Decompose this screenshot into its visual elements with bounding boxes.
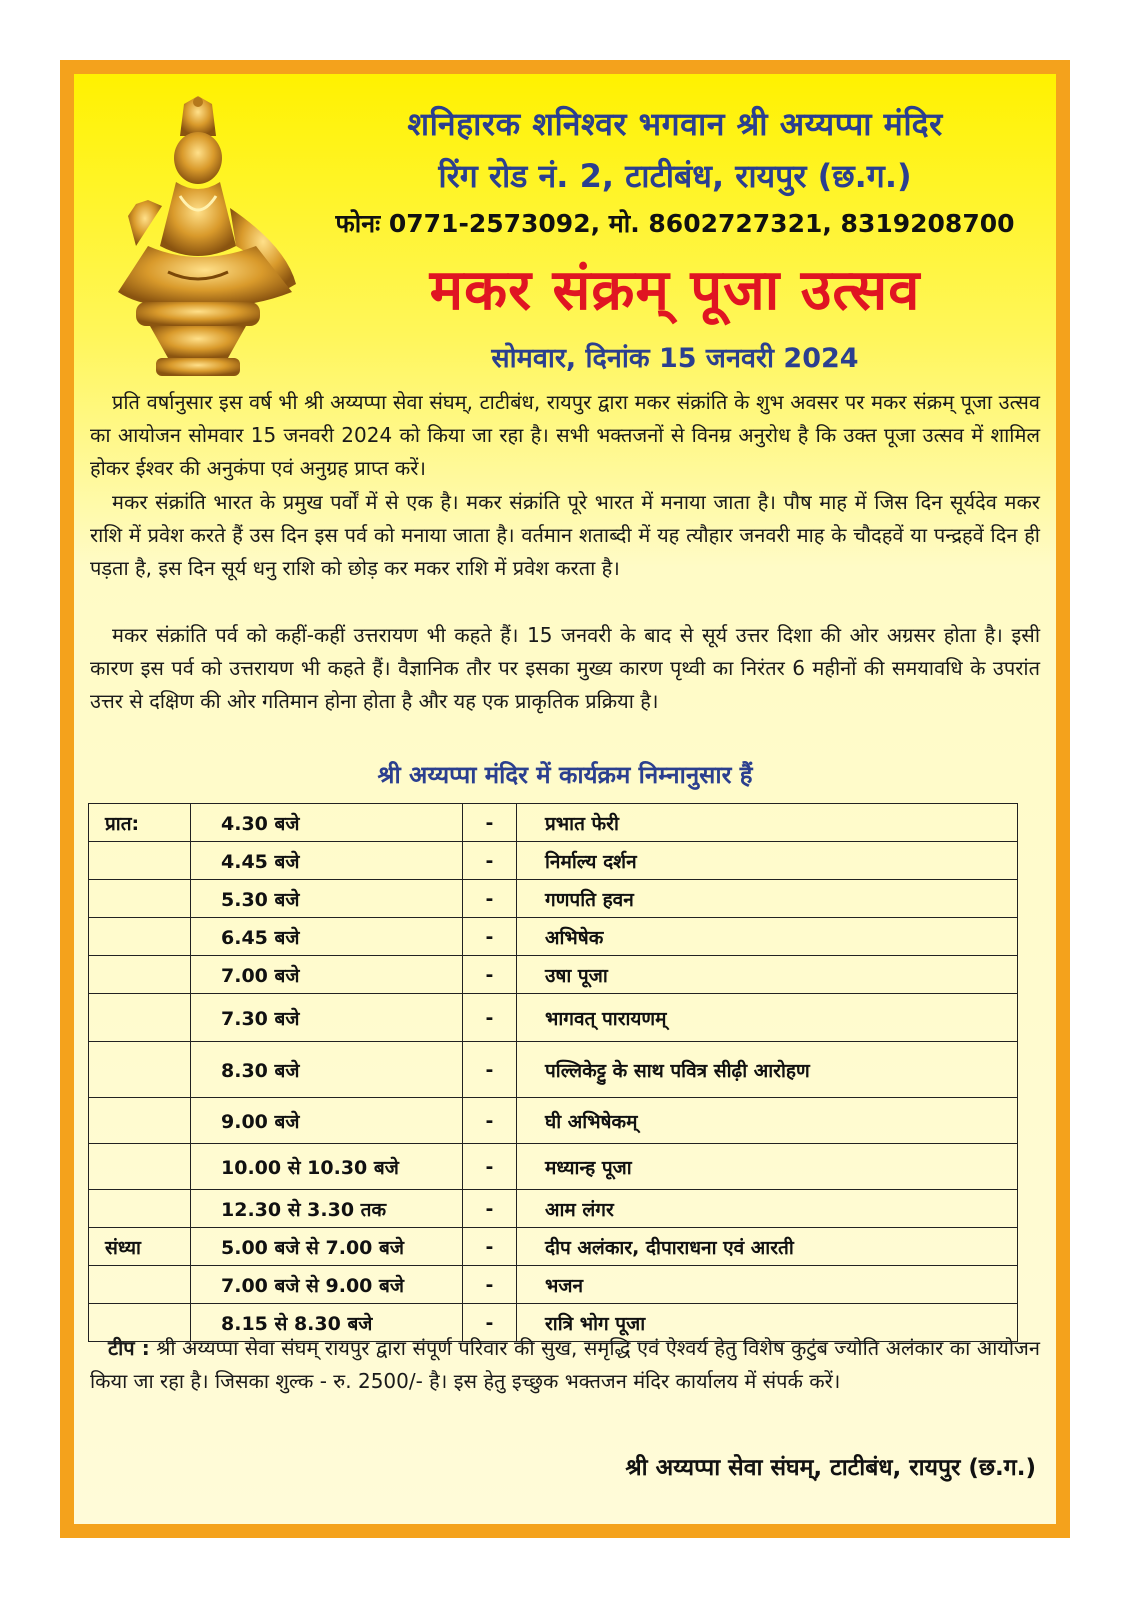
time-cell: 5.30 बजे [191,880,463,918]
dash-cell: - [463,1144,517,1190]
period-cell: संध्या [89,1228,191,1266]
table-row [89,1042,1018,1098]
period-cell [89,1098,191,1144]
intro-paragraph: प्रति वर्षानुसार इस वर्ष भी श्री अय्यप्पा सेवा संघम्, टाटीबंध, रायपुर द्वारा मकर संक्रांति के शुभ अवसर पर मकर संक्रम् पूजा उत्सव का आयोजन सोमवार 15 जनवरी 2024 को किया जा रहा है। सभी भक्तजनों से विनम्र अनुरोध है कि उक्त पूजा उत्सव में शामिल होकर ईश्वर की अनुकंपा एवं अनुग्रह प्राप्त करें। [90,390,1040,480]
temple-address: रिंग रोड नं. 2, टाटीबंध, रायपुर (छ.ग.) [438,157,912,195]
dash-cell: - [463,842,517,880]
time-cell: 9.00 बजे [191,1098,463,1144]
makar-sankranti-paragraph: मकर संक्रांति भारत के प्रमुख पर्वों में से एक है। मकर संक्रांति पूरे भारत में मनाया जाता है। पौष माह में जिस दिन सूर्यदेव मकर राशि में प्रवेश करते हैं उस दिन इस पर्व को मनाया जाता है। वर्तमान शताब्दी में यह त्यौहार जनवरी माह के चौदहवें या पन्द्रहवें दिन ही पड़ता है, इस दिन सूर्य धनु राशि को छोड़ कर मकर राशि में प्रवेश करता है। [90,490,1040,580]
time-cell: 12.30 से 3.30 तक [191,1190,463,1228]
temple-name: शनिहारक शनिश्वर भगवान श्री अय्यप्पा मंदिर [407,105,943,143]
dash-cell: - [463,1190,517,1228]
event-cell: निर्माल्य दर्शन [517,842,1018,880]
dash-cell: - [463,804,517,842]
schedule-heading: श्री अय्यप्पा मंदिर में कार्यक्रम निम्नानुसार हैं [377,761,753,789]
poster-body [74,74,1056,1524]
time-cell: 8.30 बजे [191,1042,463,1098]
table-row [89,804,1018,842]
period-cell [89,956,191,994]
event-cell: उषा पूजा [517,956,1018,994]
table-row [89,842,1018,880]
period-cell [89,842,191,880]
time-cell: 8.15 से 8.30 बजे [191,1304,463,1342]
event-cell: प्रभात फेरी [517,804,1018,842]
dash-cell: - [463,1098,517,1144]
table-row [89,1190,1018,1228]
event-cell: गणपति हवन [517,880,1018,918]
dash-cell: - [463,918,517,956]
event-cell: मध्यान्ह पूजा [517,1144,1018,1190]
uttarayan-paragraph: मकर संक्रांति पर्व को कहीं-कहीं उत्तरायण भी कहते हैं। 15 जनवरी के बाद से सूर्य उत्तर दिशा की ओर अग्रसर होता है। इसी कारण इस पर्व को उत्तरायण भी कहते हैं। वैज्ञानिक तौर पर इसका मुख्य कारण पृथ्वी का निरंतर 6 महीनों की समयावधि के उपरांत उत्तर से दक्षिण की ओर गतिमान होना होता है और यह एक प्राकृतिक प्रक्रिया है। [90,623,1040,713]
table-row [89,1228,1018,1266]
event-date: सोमवार, दिनांक 15 जनवरी 2024 [491,343,859,374]
time-cell: 7.00 बजे [191,956,463,994]
table-row [89,880,1018,918]
event-cell: अभिषेक [517,918,1018,956]
time-cell: 6.45 बजे [191,918,463,956]
event-cell: भागवत् पारायणम् [517,994,1018,1042]
ayyappa-idol-image [96,96,326,386]
event-cell: आम लंगर [517,1190,1018,1228]
dash-cell: - [463,994,517,1042]
note-label: टीप : [108,1336,150,1360]
period-cell [89,1042,191,1098]
table-row [89,1266,1018,1304]
table-row [89,918,1018,956]
event-cell: पल्लिकेट्टु के साथ पवित्र सीढ़ी आरोहण [517,1042,1018,1098]
signature: श्री अय्यप्पा सेवा संघम्, टाटीबंध, रायपुर (छ.ग.) [625,1455,1036,1481]
event-title: मकर संक्रम् पूजा उत्सव [429,257,921,323]
time-cell: 5.00 बजे से 7.00 बजे [191,1228,463,1266]
period-cell [89,1266,191,1304]
dash-cell: - [463,956,517,994]
dash-cell: - [463,1266,517,1304]
schedule-table [88,803,1018,1342]
note-text: श्री अय्यप्पा सेवा संघम् रायपुर द्वारा संपूर्ण परिवार की सुख, समृद्धि एवं ऐश्वर्य हेतु विशेष कुटुंब ज्योति अलंकार का आयोजन किया जा रहा है। जिसका शुल्क - रु. 2500/- है। इस हेतु इच्छुक भक्तजन मंदिर कार्यालय में संपर्क करें। [90,1336,1040,1393]
time-cell: 7.30 बजे [191,994,463,1042]
event-cell: रात्रि भोग पूजा [517,1304,1018,1342]
period-cell [89,1144,191,1190]
table-row [89,1098,1018,1144]
time-cell: 4.30 बजे [191,804,463,842]
event-cell: भजन [517,1266,1018,1304]
table-row [89,994,1018,1042]
contact-phone: फोनः 0771-2573092, मो. 8602727321, 8319208700 [335,209,1015,238]
dash-cell: - [463,1228,517,1266]
time-cell: 7.00 बजे से 9.00 बजे [191,1266,463,1304]
dash-cell: - [463,1042,517,1098]
note [90,1332,1040,1398]
period-cell [89,994,191,1042]
table-row [89,1144,1018,1190]
period-cell [89,918,191,956]
table-row [89,956,1018,994]
dash-cell: - [463,1304,517,1342]
event-cell: घी अभिषेकम् [517,1098,1018,1144]
time-cell: 4.45 बजे [191,842,463,880]
event-cell: दीप अलंकार, दीपाराधना एवं आरती [517,1228,1018,1266]
period-cell [89,880,191,918]
dash-cell: - [463,880,517,918]
period-cell [89,1190,191,1228]
time-cell: 10.00 से 10.30 बजे [191,1144,463,1190]
period-cell: प्रात: [89,804,191,842]
poster-frame [60,60,1070,1538]
